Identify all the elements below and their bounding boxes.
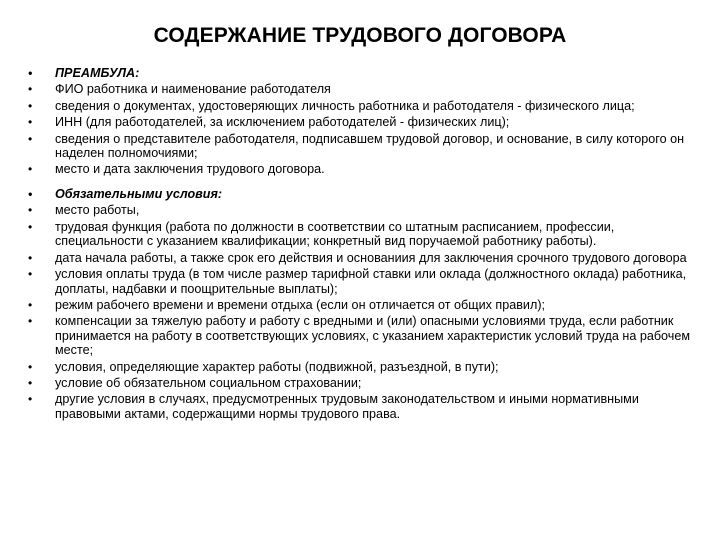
list-item: • сведения о представителе работодателя, подписавшем трудовой договор, и основание, в силу которого он наделен полномочиями; xyxy=(28,132,700,161)
list-item: • место работы, xyxy=(28,203,700,218)
list-item: • условие об обязательном социальном страховании; xyxy=(28,376,700,391)
contract-content-list xyxy=(28,66,700,423)
list-item: • другие условия в случаях, предусмотренных трудовым законодательством и иными нормативными правовыми актами, содержащими нормы трудового права. xyxy=(28,392,700,421)
list-item: • сведения о документах, удостоверяющих личность работника и работодателя - физического лица; xyxy=(28,99,700,114)
list-item-preamble-heading: • ПРЕАМБУЛА: xyxy=(28,66,700,81)
list-item: • компенсации за тяжелую работу и работу с вредными и (или) опасными условиями труда, если работник принимается на работу в соответствующих условиях, с указанием характеристик условий труда на рабочем месте; xyxy=(28,314,700,358)
list-item-mandatory-heading: • Обязательными условия: xyxy=(28,187,700,202)
slide-title: СОДЕРЖАНИЕ ТРУДОВОГО ДОГОВОРА xyxy=(153,24,567,47)
list-item: • ИНН (для работодателей, за исключением работодателей - физических лиц); xyxy=(28,115,700,130)
list-item: • дата начала работы, а также срок его действия и основаниия для заключения срочного трудового договора xyxy=(28,251,700,266)
list-item: • режим рабочего времени и времени отдыха (если он отличается от общих правил); xyxy=(28,298,700,313)
list-item: • место и дата заключения трудового договора. xyxy=(28,162,700,177)
list-item: • условия, определяющие характер работы (подвижной, разъездной, в пути); xyxy=(28,360,700,375)
list-item: • условия оплаты труда (в том числе размер тарифной ставки или оклада (должностного оклада) работника, доплаты, надбавки и поощрительные выплаты); xyxy=(28,267,700,296)
list-item: • трудовая функция (работа по должности в соответствии со штатным расписанием, профессии, специальности с указанием квалификации; конкретный вид поручаемой работнику работы). xyxy=(28,220,700,249)
list-item: • ФИО работника и наименование работодателя xyxy=(28,82,700,97)
